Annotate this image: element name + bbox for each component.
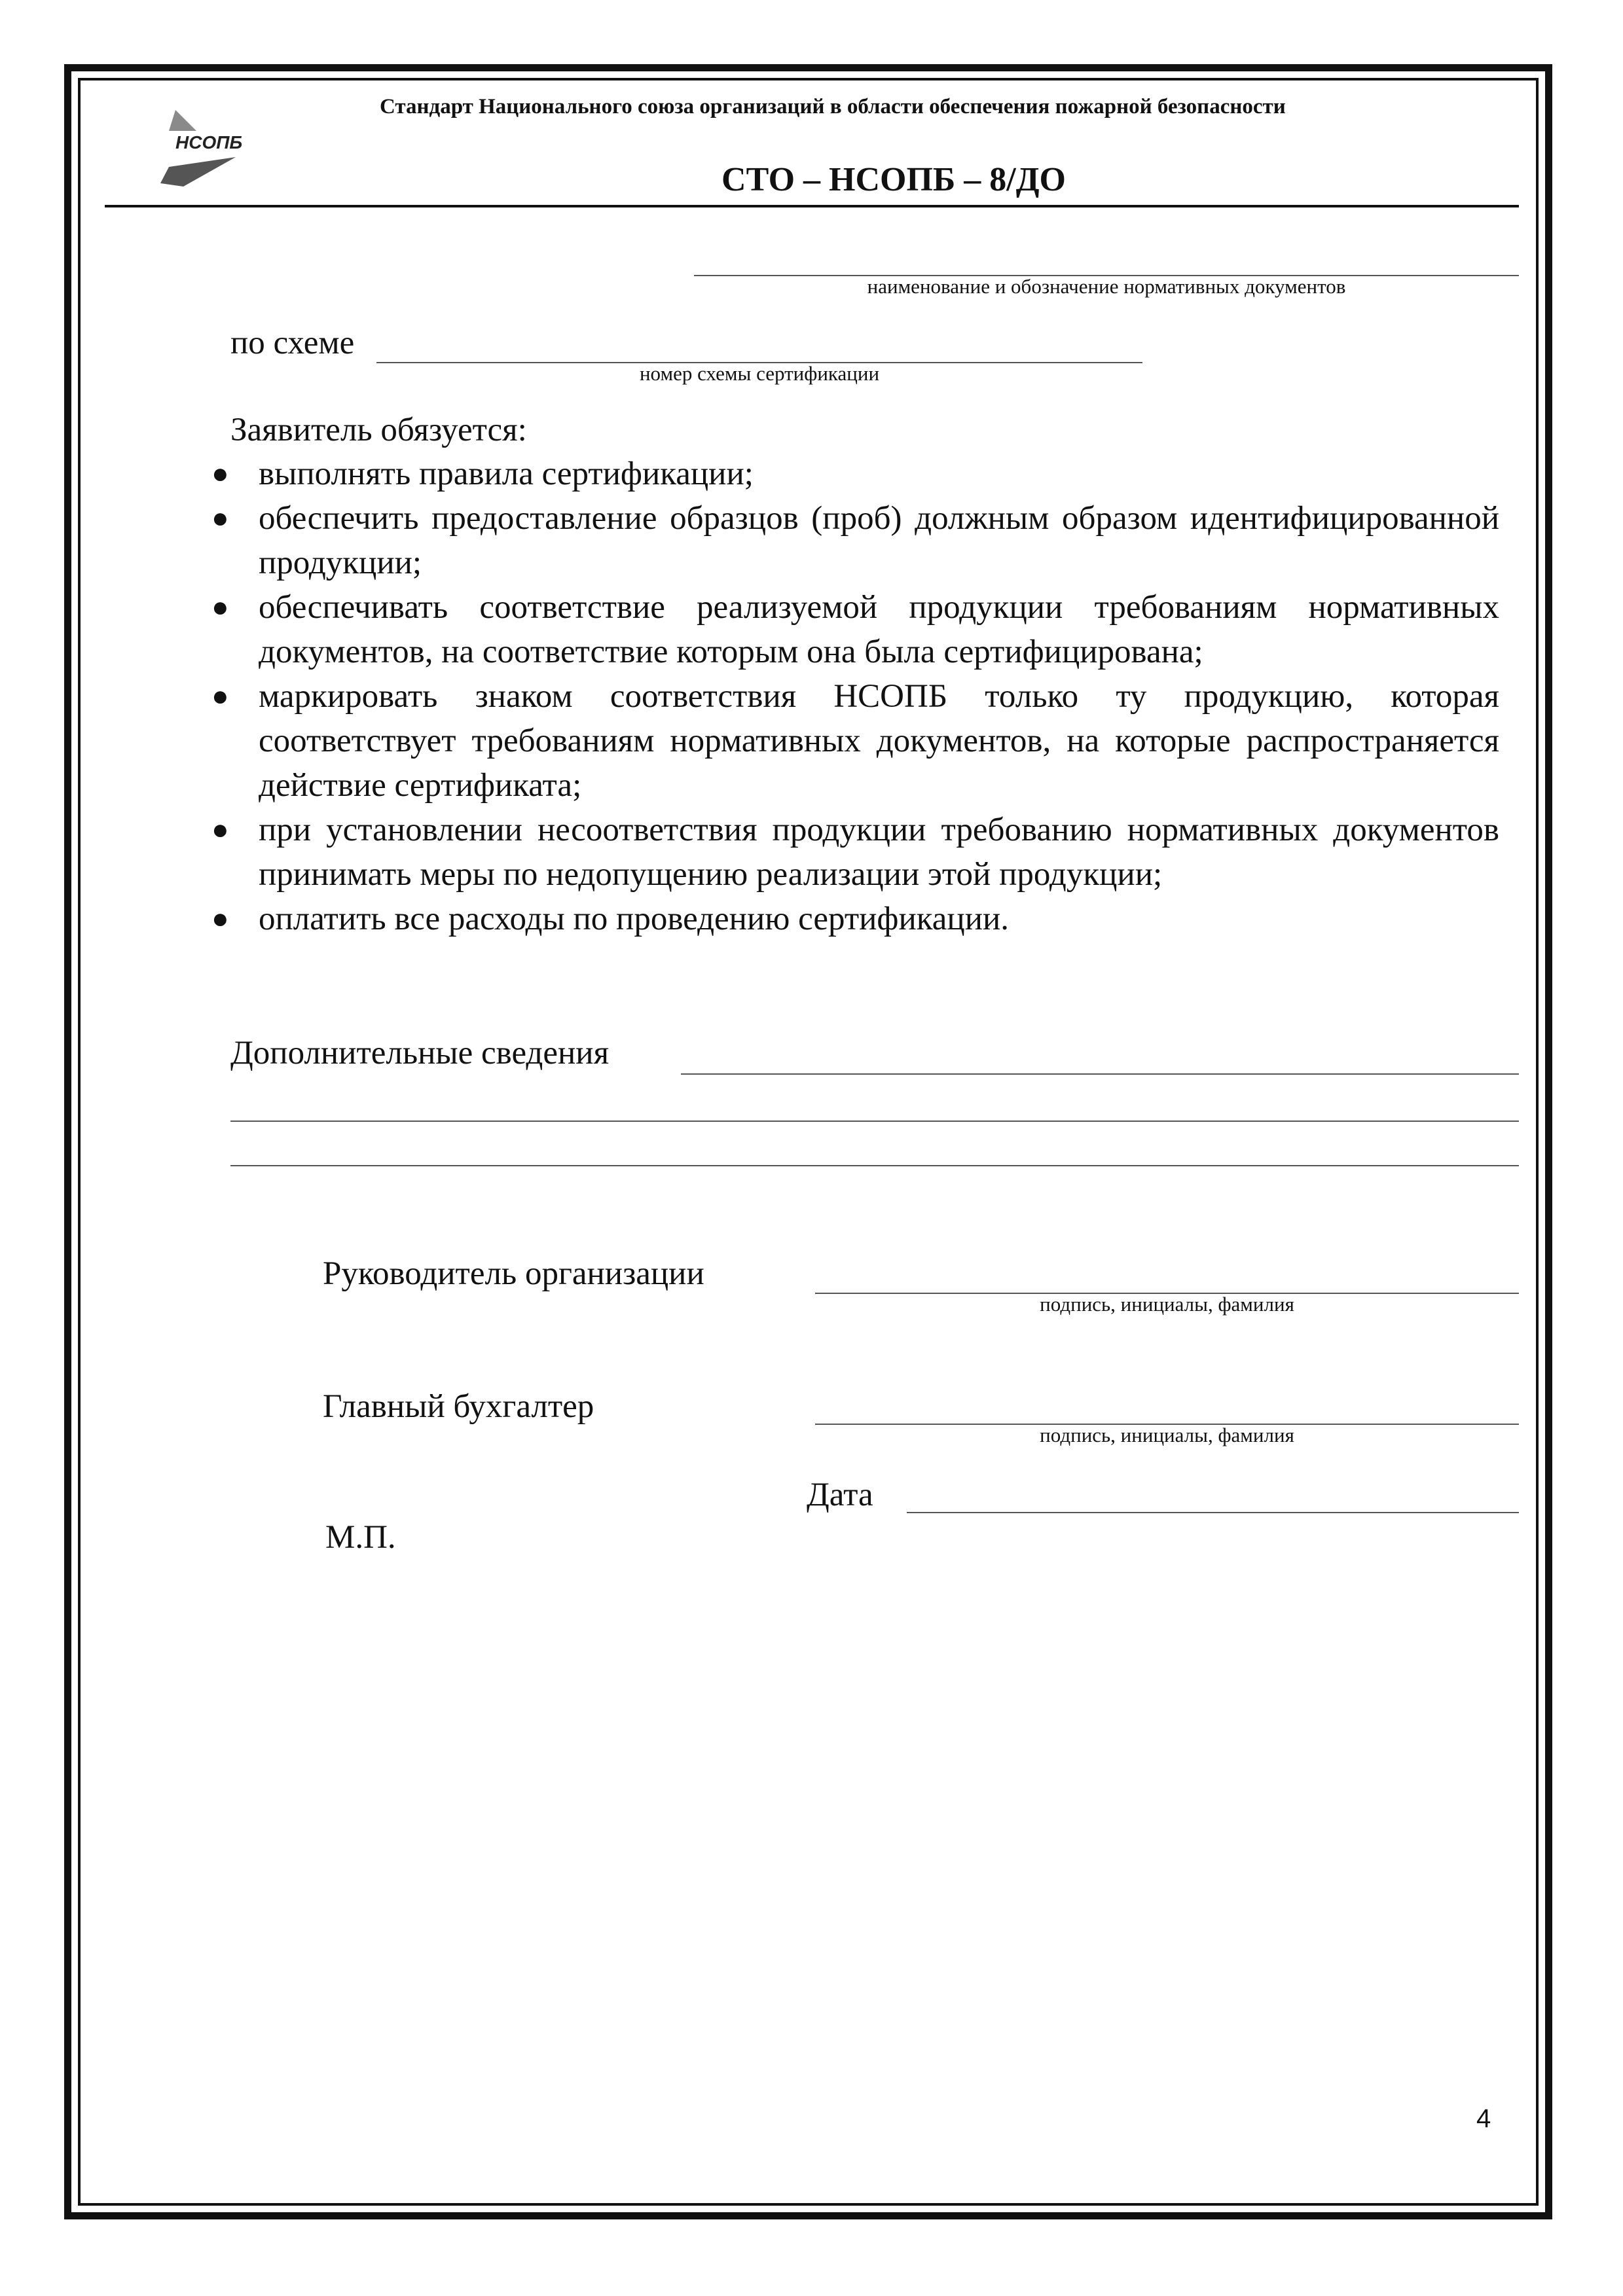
page-border-inner [78, 78, 1539, 2206]
logo-text: НСОПБ [175, 132, 243, 152]
bullet-icon: ● [211, 502, 229, 534]
org-title: Стандарт Национального союза организаций в области обеспечения пожарной безопасности [380, 95, 1286, 118]
date-field[interactable] [907, 1512, 1519, 1513]
head-label: Руководитель организации [323, 1255, 704, 1292]
date-label: Дата [807, 1477, 873, 1513]
scheme-caption: номер схемы сертификации [639, 362, 880, 385]
applicant-heading: Заявитель обязуется: [230, 412, 527, 448]
list-item: ● маркировать знаком соответствия НСОПБ только ту продукцию, которая соответствует требованиям нормативных документов, на которые распространяется действие сертификата; [259, 674, 1499, 808]
scheme-label: по схеме [230, 325, 355, 361]
additional-info-field-2[interactable] [230, 1121, 1519, 1122]
bullet-icon: ● [211, 591, 229, 623]
document-code: СТО – НСОПБ – 8/ДО [721, 161, 1066, 198]
page-number: 4 [1476, 2104, 1491, 2133]
additional-info-label: Дополнительные сведения [230, 1035, 610, 1071]
bullet-icon: ● [211, 903, 229, 935]
stamp-label: М.П. [325, 1519, 396, 1556]
list-item: ● обеспечить предоставление образцов (проб) должным образом идентифицированной продукции; [259, 496, 1499, 585]
obligations-list [211, 452, 1499, 941]
list-item: ● выполнять правила сертификации; [259, 452, 1499, 496]
nsopb-logo [157, 105, 242, 187]
additional-info-field-1[interactable] [681, 1073, 1519, 1075]
normative-docs-caption: наименование и обозначение нормативных документов [867, 275, 1346, 298]
bullet-icon: ● [211, 680, 229, 712]
accountant-signature-caption: подпись, инициалы, фамилия [1040, 1424, 1294, 1446]
header-rule [105, 205, 1519, 207]
head-signature-caption: подпись, инициалы, фамилия [1040, 1293, 1294, 1316]
bullet-icon: ● [211, 814, 229, 846]
accountant-label: Главный бухгалтер [323, 1388, 594, 1425]
additional-info-field-3[interactable] [230, 1165, 1519, 1166]
list-item: ● оплатить все расходы по проведению сертификации. [259, 897, 1499, 941]
list-item: ● при установлении несоответствия продукции требованию нормативных документов принимать меры по недопущению реализации этой продукции; [259, 808, 1499, 897]
bullet-icon: ● [211, 457, 229, 490]
list-item: ● обеспечивать соответствие реализуемой продукции требованиям нормативных документов, на соответствие которым она была сертифицирована; [259, 585, 1499, 674]
